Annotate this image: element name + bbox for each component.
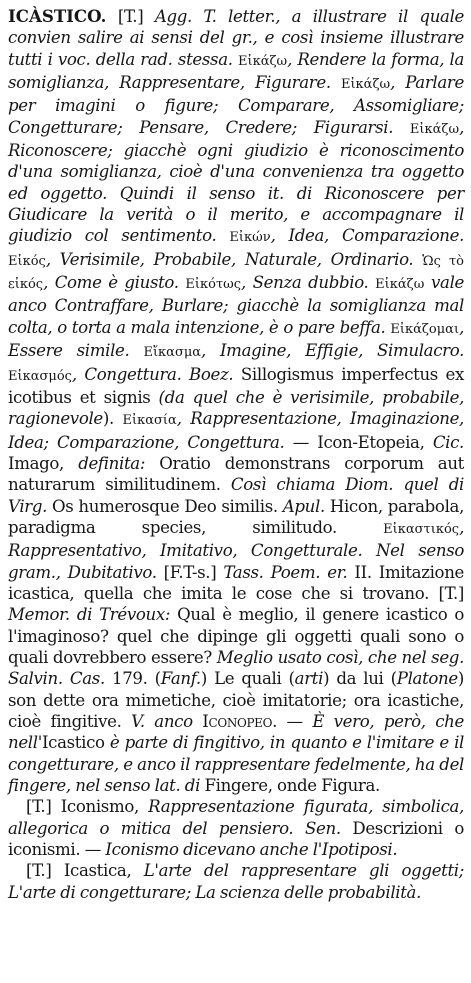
italic-run: Memor. di Trévoux: [8,605,178,625]
subentry-iconismo [8,796,464,860]
italic-run: è parte di fingitivo, in quanto e l'imitare e il congetturare, e anco il rappresentare fedelmente, ha del fingere, nel senso lat. di [8,733,464,796]
greek-run: Εἴκασμα [143,345,202,361]
italic-run: , Senza dubbio. [241,273,376,293]
italic-run: , Idea, Comparazione. [270,226,464,246]
greek-run: Ὡς τὸ εἰκός [8,253,464,293]
italic-run: , Rappresentazione, Imaginazione, Idea; Comparazione, Congettura. — [8,409,464,452]
italic-run: (da quel che è verisimile, probabile, ragionevole [8,387,464,429]
italic-run: , Verisimile, Probabile, Naturale, Ordinario. [45,249,423,269]
italic-run: , Essere simile. [8,317,464,361]
italic-run: , Come è giusto. [43,273,186,293]
roman-run: [T.] Iconismo, [26,797,149,817]
roman-run: II. Imitazione icastica, quella che imita le cose che si trovano. [T.] [8,562,464,603]
roman-run: Icon-Etopeia, [317,432,433,452]
greek-run: Εἰκάζω [409,121,460,137]
italic-run: Iconismo dicevano anche l'Ipotiposi. [105,840,398,860]
roman-run: Oratio demonstrans corporum aut naturarum similitudinem. [8,453,464,495]
italic-run: , Rendere la forma, la somiglianza, Rappresentare, Figurare. [8,49,464,93]
greek-run: Εἰκάζω [340,77,391,93]
italic-run: vale anco Contraffare, Burlare; giacchè la somiglianza mal colta, o torta a mala intenzione, è o pare beffa. [8,273,464,337]
greek-run: Εἰκάζομαι [390,321,460,337]
roman-run: ) Le quali ( [200,669,295,689]
roman-run: Imago, [8,453,79,473]
subentry-icastica [8,860,464,903]
italic-run: , Riconoscere; giacchè ogni giudizio è riconoscimento d'una somiglianza, cioè d'una convenienza tra oggetto ed oggetto. Quindi il senso it. di Riconoscere per Giudicare la verità o il merito, e accompagnare il giudizio col sentimento. [8,117,464,246]
greek-run: Εἰκός [8,253,46,269]
entry-icastico [8,6,464,796]
italic-run: Platone [396,669,458,689]
italic-run: Meglio usato così, che nel seg. Salvin. Cas. [8,647,464,689]
roman-run: Fingere, onde Figura. [204,776,380,796]
roman-run: Icastico [41,733,110,753]
roman-run: ) da lui ( [323,669,397,689]
roman-run: Sillogismus imperfectus ex icotibus et signis [8,364,464,407]
roman-run: Os humerosque Deo similis. [52,496,283,516]
italic-run: Fanf. [160,669,201,689]
italic-run: V. anco [131,712,203,731]
roman-run: Descrizioni o iconismi. — [8,818,465,860]
italic-run: arti [294,669,324,689]
headword: ICÀSTICO. [8,6,107,26]
italic-run: , Congettura. Boez. [71,364,241,384]
italic-run: Tass. Poem. er. [223,562,355,582]
greek-run: Εἰκάζω [238,53,288,69]
italic-run: Rappresentazione figurata, simbolica, allegorica o mitica del pensiero. Sen. [8,797,464,838]
greek-run: Εἰκαστικός [383,521,460,537]
roman-run: 179. ( [112,669,161,689]
roman-run: ). [102,409,123,429]
italic-run: L'arte del rappresentare gli oggetti; L'arte di congetturare; La scienza delle probabilità. [8,861,464,902]
greek-run: Εἰκάζω [375,277,425,293]
greek-run: Εἰκών [229,230,271,246]
italic-run: , Rappresentativo, Imitativo, Congetturale. Nel senso gram., Dubitativo. [8,517,464,582]
italic-run: Così chiama Diom. quel di Virg. [8,475,464,516]
greek-run: Εἰκασμός [8,368,72,384]
roman-run: [T.] Icastica, [26,861,144,881]
italic-run: È vero, però, che nell' [8,712,464,753]
italic-run: , Imagine, Effigie, Simulacro. [201,341,464,361]
italic-run: , Parlare per imagini o figure; Comparare, Assomigliare; Congetturare; Pensare, Credere; Figurarsi. [8,73,464,137]
roman-run: [F.T-s.] [163,562,224,582]
roman-run: [T.] [106,7,155,26]
roman-run: Hicon, parabola, paradigma species, similitudo. [8,496,464,537]
roman-run: . — [272,712,313,731]
greek-run: Εἰκότως [185,277,242,293]
roman-run: Qual è meglio, il genere icastico o l'imaginoso? quel che dipinge gli oggetti quali sono o quali dovrebbero essere? [8,605,464,667]
greek-run: Εἰκασία [122,413,177,429]
italic-run: definita: [78,453,160,473]
italic-run: Cic. [432,432,464,452]
italic-run: Agg. T. letter., a illustrare il quale convien salire ai sensi del gr., e così insieme illustrare tutti i voc. della rad. stessa. [8,7,464,69]
italic-run: Apul. [282,496,330,516]
roman-run: ) son dette ora mimetiche, cioè imitatorie; ora icastiche, cioè fingitive. [8,669,464,731]
smallcaps-run: Iconopeo [202,712,273,731]
entry-body [8,7,464,795]
